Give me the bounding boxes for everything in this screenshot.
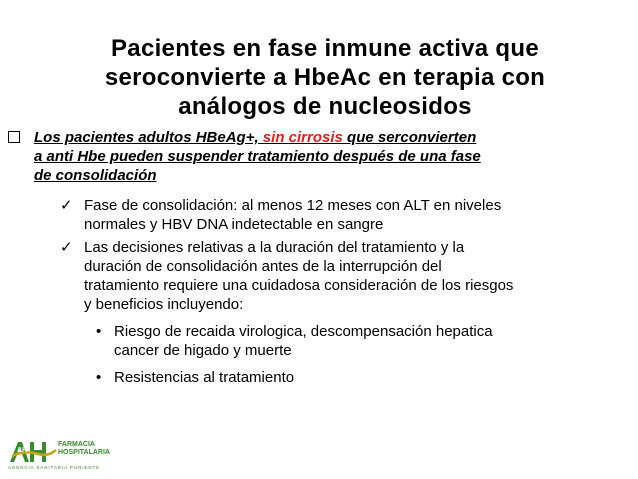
sub-point-text: Fase de consolidación: al menos 12 meses con ALT en niveles [84,197,502,214]
sub-point [60,238,620,314]
sub-point-text: Las decisiones relativas a la duración del tratamiento y la [84,239,465,256]
farmacia-hospitalaria-logo [8,438,118,470]
sub-point-text: tratamiento requiere una cuidadosa consideración de los riesgos [84,277,514,294]
sub-point-text: y beneficios incluyendo: [84,296,244,313]
title-line: análogos de nucleosidos [178,93,472,120]
main-point-text: de consolidación [34,167,157,184]
bullet-text: Resistencias al tratamiento [114,369,295,386]
checkmark-icon: ✓ [60,197,73,214]
bullet-dot-icon: • [96,323,102,340]
logo-name-line: FARMACIA [58,441,95,448]
slide-title [40,34,610,121]
sub-point [60,196,620,234]
logo-subtitle: AGENCIA SANITARIA PONIENTE [8,465,101,470]
bullet-text: Riesgo de recaida virologica, descompensación hepatica [114,323,493,340]
checkmark-icon: ✓ [60,239,73,256]
title-line: Pacientes en fase inmune activa que [110,35,539,62]
logo-name-line: HOSPITALARIA [58,449,110,456]
main-point-text: Los pacientes adultos HBeAg+, [34,129,259,146]
sub-point-text: duración de consolidación antes de la interrupción del [84,258,442,275]
highlight-text: sin cirrosis [258,129,343,146]
bullet-item [96,322,616,360]
main-point-text: a anti Hbe pueden suspender tratamiento después de una fase [34,148,481,165]
logo-mark-icon [8,438,58,466]
bullet-dot-icon: • [96,369,102,386]
square-bullet-icon [8,131,20,143]
bullet-text: cancer de higado y muerte [114,342,292,359]
main-point-text: que serconvierten [342,129,477,146]
main-point [8,128,608,185]
sub-point-text: normales y HBV DNA indetectable en sangre [84,216,384,233]
title-line: seroconvierte a HbeAc en terapia con [104,64,546,91]
bullet-item [96,368,616,387]
logo-letters: AH [17,447,28,454]
